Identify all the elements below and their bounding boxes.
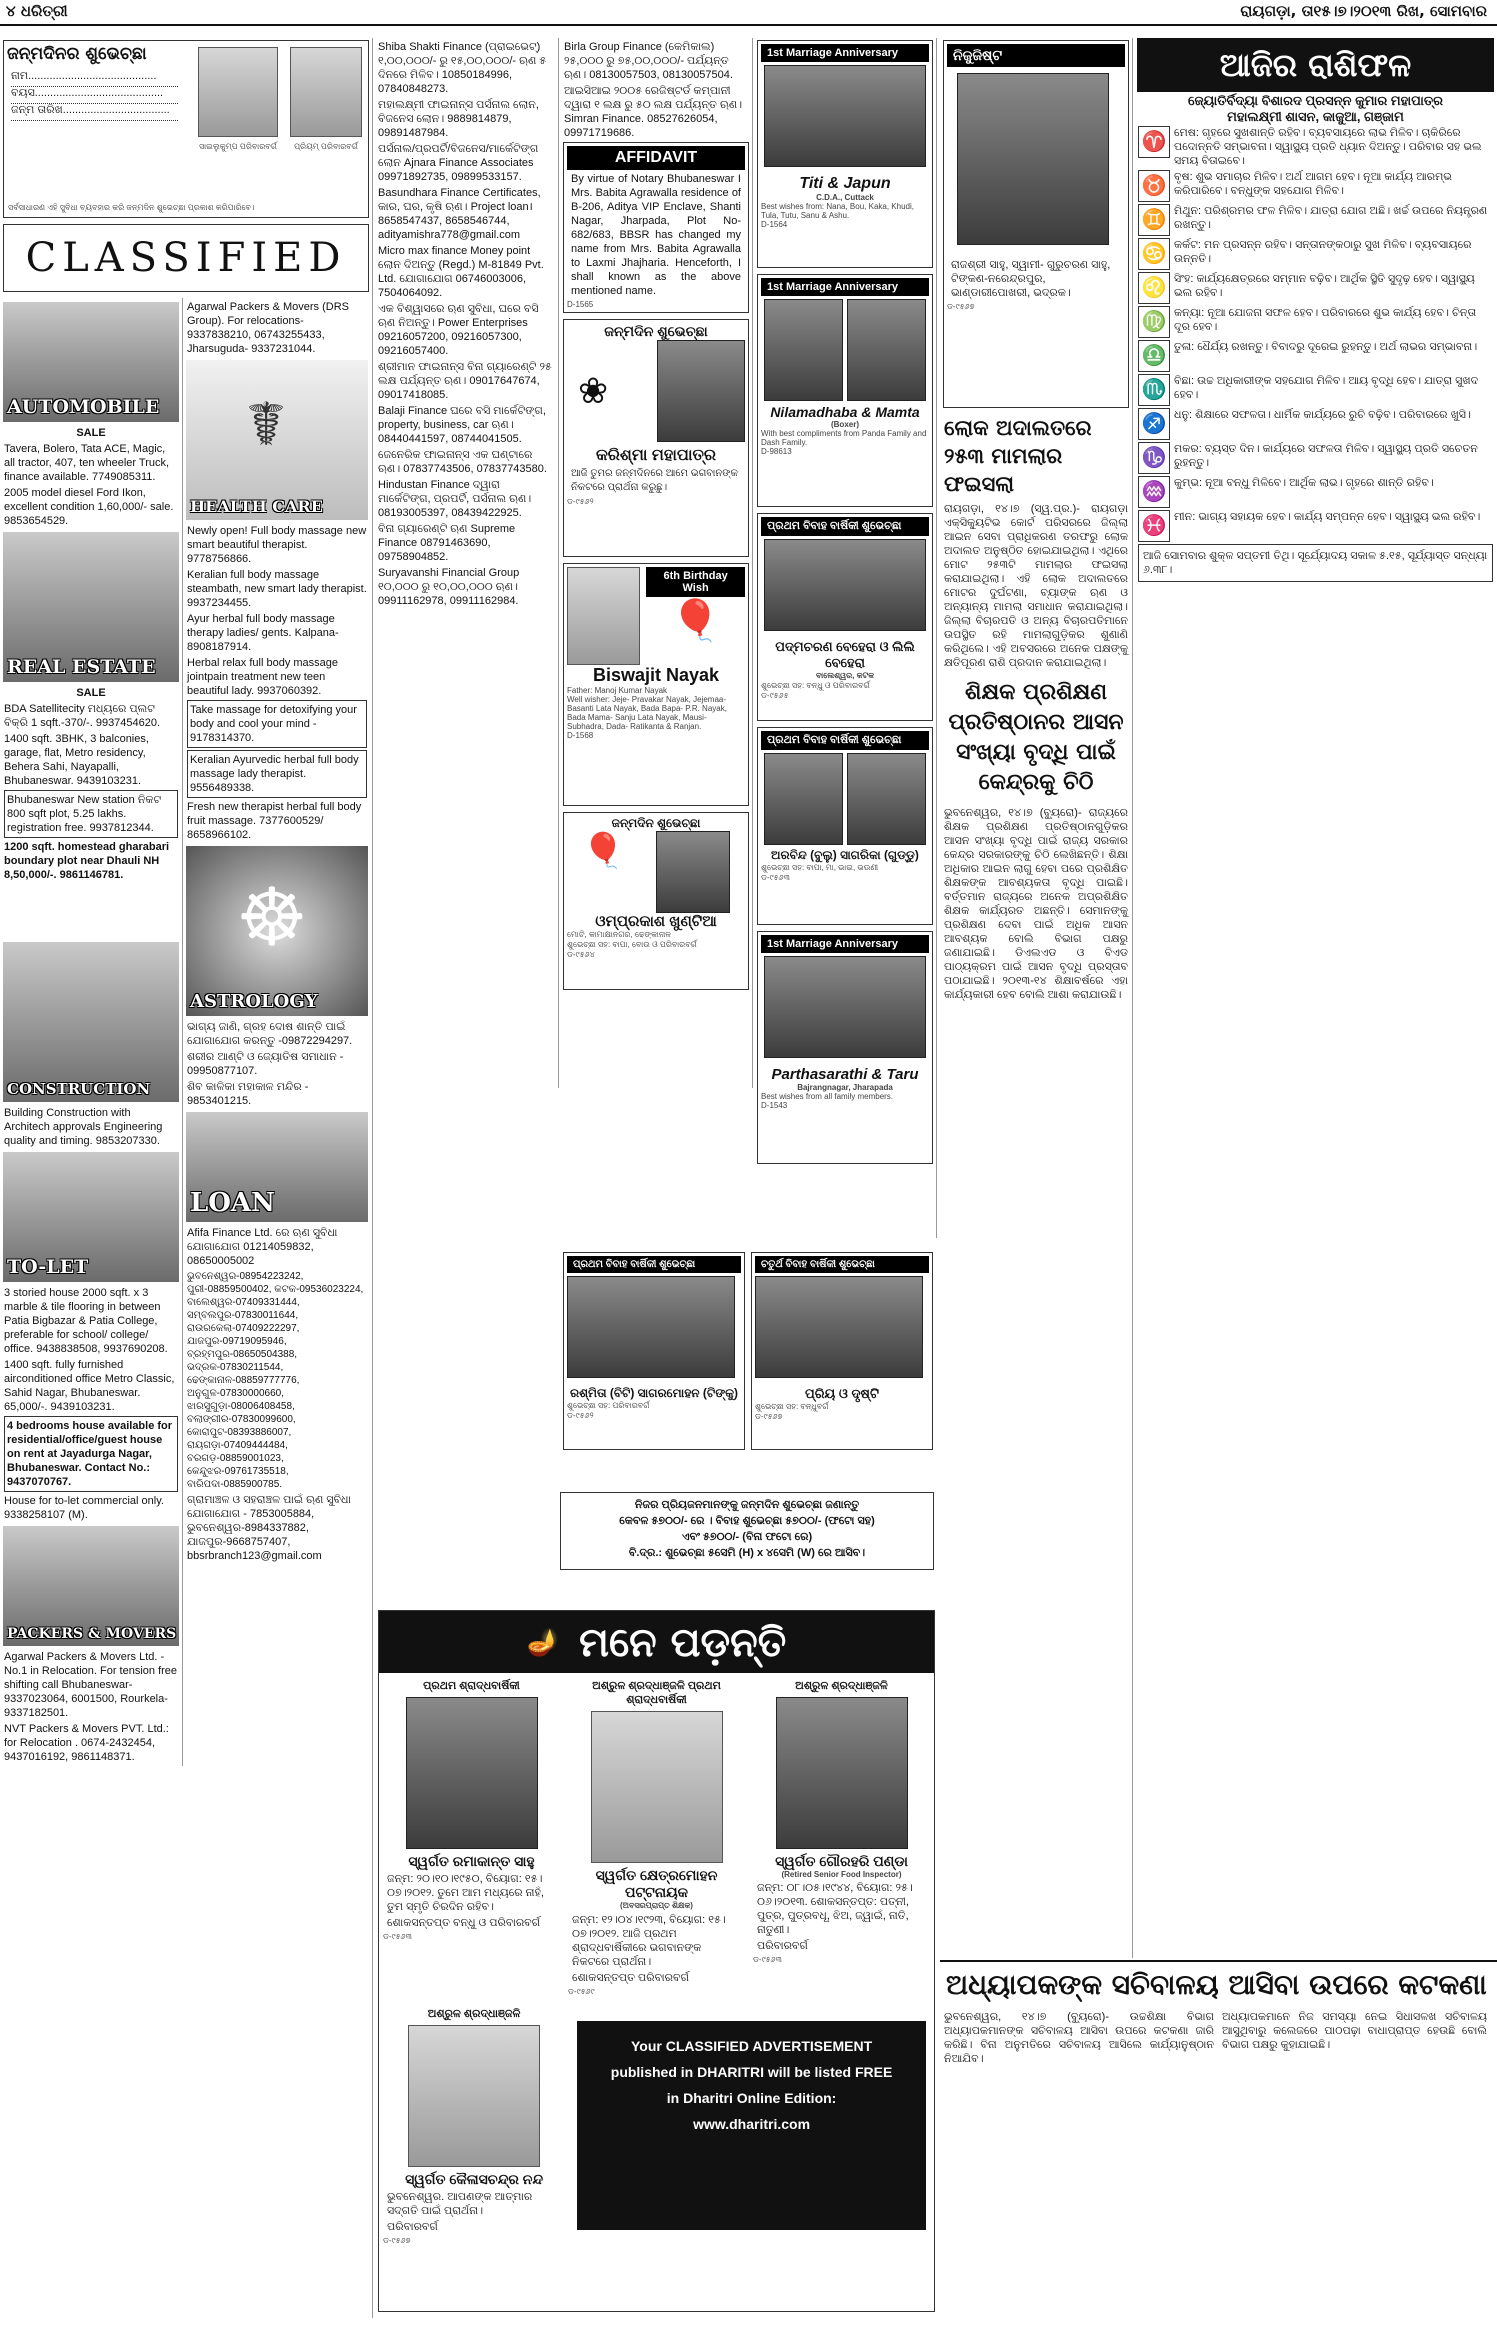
child-caption-1: ସାଇଲୁକୁମ୍ପ ପରିବାରବର୍ଗ	[199, 142, 277, 151]
ann3-wish: ଶୁଭେଚ୍ଛା ସହ: ବନ୍ଧୁ ଓ ପରିବାରବର୍ଗ	[761, 681, 870, 690]
cancer-icon: ♋	[1138, 238, 1170, 270]
remembrance-item-4	[379, 2001, 569, 2250]
column-anniversaries	[754, 38, 937, 1238]
health-ad-6: Keralian Ayurvedic herbal full body massage lady therapist. 9556489338.	[187, 750, 367, 798]
aquarius-icon: ♒	[1138, 476, 1170, 508]
greeting-title: ଜନ୍ମଦିନ ଶୁଭେଚ୍ଛା	[604, 323, 708, 339]
lamp-icon: 🪔	[526, 1626, 560, 1657]
child-photo-1	[198, 47, 278, 137]
biswajit-photo	[567, 567, 640, 665]
flower-icon: ❀	[578, 370, 609, 411]
rashi-simha	[1138, 272, 1493, 304]
biswajit-name: Biswajit Nayak	[592, 665, 720, 685]
birthday-note: ସର୍ବସାଧାରଣ ଏହି ସୁବିଧା ବ୍ୟବହାର କରି ଜନ୍ମଦିନ ଶୁଭେଚ୍ଛା ପ୍ରକାଶ କରିପାରିବେ।	[8, 203, 255, 212]
ann4-wish: ଶୁଭେଚ୍ଛା ସହ: ବାପା, ମା, ଭାଇ, ଭଉଣୀ	[761, 863, 879, 872]
affidavit-box	[563, 142, 749, 313]
health-care-label: HEALTH CARE	[190, 497, 323, 516]
finance-ad-2: ମହାଲକ୍ଷ୍ମୀ ଫାଇନାନ୍ସ ପର୍ସନାଲ ଲୋନ, ବିଜନେସ ଲୋନ। 9889814879, 09891487984.	[378, 99, 539, 139]
packers-image	[3, 1526, 179, 1646]
mamta-photo	[847, 299, 926, 401]
ann5-title: 1st Marriage Anniversary	[761, 935, 929, 953]
astrology-ad-2: ଶରୀର ଆଣ୍ଟି ଓ ଜ୍ୟୋତିଷ ସମାଧାନ - 09950877107.	[187, 1051, 344, 1077]
affidavit-title: AFFIDAVIT	[567, 146, 745, 170]
loan-ad-3: ଗ୍ରାମାଞ୍ଚଳ ଓ ସହରାଞ୍ଚଳ ପାଇଁ ଋଣ ସୁବିଧା ଯୋଗାଯୋଗ - 7853005884, ଭୁବନେଶ୍ୱର-8984337882, ଯାଜପୁର-9668757407, bbsrbranch123@gmail.com	[187, 1494, 351, 1562]
rem2-code: ଡ-୯୫୬୯	[568, 1987, 595, 1996]
ann5-wish: Best wishes from all family members.	[761, 1092, 894, 1101]
ann4-names: ଅରବିନ୍ଦ (ବୁଲୁ) ସାଗରିକା (ଗୁଡ୍ଡୁ)	[771, 848, 919, 862]
news3-body-left: ଭୁବନେଶ୍ୱର, ୧୪।୭ (ବ୍ୟୁରୋ)- ଉଚ୍ଚଶିକ୍ଷା ବିଭାଗ ଅଧ୍ୟାପକମାନଙ୍କ ସଚିବାଳୟ ଆସିବା ଉପରେ କଟକଣା ଜାରି କରିଛି। ବିନା ଅନୁମତିରେ ସଚିବାଳୟ ଆସିଲେ କାର୍ଯ୍ୟାନୁଷ୍ଠାନ ନିଆଯିବ।	[944, 2011, 1214, 2065]
page-number-label: ୪ ଧରିତ୍ରୀ	[6, 2, 68, 20]
omprakash-title: ଜନ୍ମଦିନ ଶୁଭେଚ୍ଛା	[611, 816, 701, 830]
name-field: ନାମ..........................................	[11, 70, 178, 87]
anniversary-row	[560, 1250, 936, 1460]
rashifal-title: ଆଜିର ରାଶିଫଳ	[1219, 45, 1412, 84]
classified-title: CLASSIFIED	[25, 235, 347, 281]
remembrance-item-1	[379, 1673, 564, 2001]
obituary-box	[943, 40, 1129, 408]
remembrance-banner	[379, 1611, 934, 1673]
aries-icon: ♈	[1138, 126, 1170, 158]
finance-ad-6: ଏକ ବିଶ୍ୱାସରେ ଋଣ ସୁବିଧା, ଘରେ ବସି ଋଣ ନିଅନ୍ତୁ। Power Enterprises 09216057200, 09216057300, 09216057400.	[378, 303, 539, 357]
packers-label: PACKERS & MOVERS	[7, 1626, 177, 1642]
rashi-text: କୁମ୍ଭ: ନୂଆ ବନ୍ଧୁ ମିଳିବେ। ଆର୍ଥିକ ଲାଭ। ଗୃହରେ ଶାନ୍ତି ରହିବ।	[1174, 477, 1434, 489]
rashi-text: ବୃଷ: ଶୁଭ ସମାଚାର ମିଳିବ। ଅର୍ଥ ଆଗମ ହେବ। ନୂଆ କାର୍ଯ୍ୟ ଆରମ୍ଭ କରିପାରିବେ। ବନ୍ଧୁଙ୍କ ସହଯୋଗ ମିଳିବ।	[1174, 171, 1452, 197]
affidavit-text: By virtue of Notary Bhubaneswar I Mrs. Babita Agrawalla residence of B-206, Aditya VIP Enclave, Shanti Nagar, Jharpada, Plot No- 682/683, BBSR has changed my name from Mrs. Babita Agrawalla to Laxmi Jhajharia. Henceforth, I shall known as the above mentioned name.	[571, 173, 741, 297]
rem2-sign: ଶୋକସନ୍ତପ୍ତ ପରିବାରବର୍ଗ	[572, 1972, 689, 1984]
astrology-ad-3: ଶିବ କାଳିକା ମହାକାଳ ମନ୍ଦିର - 9853401215.	[187, 1081, 309, 1107]
health-ad-2: Keralian full body massage steambath, new smart lady therapist. 9937234455.	[187, 569, 367, 609]
health-ad-1: Newly open! Full body massage new smart beautiful therapist. 9778756866.	[187, 525, 367, 565]
promo-url[interactable]: www.dharitri.com	[693, 2116, 811, 2132]
karishma-photo	[657, 340, 745, 442]
rashifal-byline-1: ଜ୍ୟୋତିର୍ବିଦ୍ୟା ବିଶାରଦ ପ୍ରସନ୍ନ କୁମାର ମହାପାତ୍ର	[1188, 93, 1443, 108]
construction-image	[3, 942, 179, 1102]
ann3-names: ପଦ୍ମଚରଣ ବେହେରା ଓ ଲିଲି ବେହେରା	[775, 639, 915, 670]
ann2-names: Nilamadhaba & Mamta	[770, 404, 920, 420]
obituary-code: ଡ-୯୫୬୭	[947, 302, 975, 311]
rashi-text: କନ୍ୟା: ନୂଆ ଯୋଜନା ସଫଳ ହେବ। ପରିବାରରେ ଶୁଭ କାର୍ଯ୍ୟ ହେବ। ଚିନ୍ତା ଦୂର ହେବ।	[1174, 307, 1477, 333]
page-header	[0, 0, 1497, 26]
rashi-brusha	[1138, 170, 1493, 202]
ann6-title: ପ୍ରଥମ ବିବାହ ବାର୍ଷିକୀ ଶୁଭେଚ୍ଛା	[567, 1256, 741, 1273]
column-news	[940, 38, 1133, 1958]
health-ad-3: Ayur herbal full body massage therapy ladies/ gents. Kalpana- 8908187914.	[187, 613, 339, 653]
ann2-wish: With best compliments from Panda Family and Dash Family.	[761, 429, 927, 447]
anniversary-titi-japun	[757, 40, 933, 268]
ann3-title: ପ୍ରଥମ ବିବାହ ବାର୍ଷିକୀ ଶୁଭେଚ୍ଛା	[761, 517, 929, 536]
anniversary-priya	[751, 1252, 933, 1450]
tolet-ad-2: 1400 sqft. fully furnished airconditioned office Metro Classic, Sahid Nagar, Bhubaneswar. 65,000/-. 9439103231.	[4, 1359, 175, 1413]
ann5-place: Bajrangnagar, Jharapada	[797, 1083, 893, 1092]
rashmita-photo	[567, 1276, 735, 1378]
ann3-code: ଡ-୯୫୬୫	[761, 691, 789, 700]
news1-headline: ଲୋକ ଅଦାଲତରେ ୨୫୩ ମାମଲାର ଫଇସଲା	[944, 416, 1092, 496]
biswajit-wish: Well wisher: Jeje- Pravakar Nayak, Jejemaa- Basanti Lata Nayak, Bada Bapa- P.R. Nayak, Bada Mama- Sanju Lata Nayak, Mausi- Subhadra, Dada- Ratikanta & Ranjan.	[567, 695, 727, 731]
rashi-text: ମିଥୁନ: ପରିଶ୍ରମର ଫଳ ମିଳିବ। ଯାତ୍ରା ଯୋଗ ଅଛି। ଖର୍ଚ୍ଚ ଉପରେ ନିୟନ୍ତ୍ରଣ ରଖନ୍ତୁ।	[1174, 205, 1488, 231]
remembrance-title: ମନେ ପଡ଼ନ୍ତି	[579, 1618, 787, 1666]
classified-banner	[3, 224, 369, 292]
finance-ad-12: Suryavanshi Financial Group ୧୦,୦୦୦ ରୁ ୧୦,୦୦,୦୦୦ ଋଣ। 09911162978, 09911162984.	[378, 567, 520, 607]
titi-japun-photo	[764, 65, 926, 167]
rem1-text: ଜନ୍ମ: ୨୦।୧୦।୧୯୫୦, ବିୟୋଗ: ୧୫।୦୭।୨୦୧୨. ତୁମେ ଆମ ମଧ୍ୟରେ ନାହଁ, ତୁମ ସ୍ମୃତି ଚିରଦିନ ରହିବ।	[387, 1873, 544, 1913]
rem3-photo	[776, 1697, 908, 1849]
anniversary-nilamadhaba-mamta	[757, 274, 933, 507]
rashi-tula	[1138, 340, 1493, 372]
ann3-place: ବାଲେଶ୍ୱର, କଟକ	[815, 671, 875, 680]
column-classified-1	[0, 38, 373, 2318]
ann2-code: D-98613	[761, 447, 792, 456]
rem2-label: ଅଶ୍ରୁଳ ଶ୍ରଦ୍ଧାଞ୍ଜଳି ପ୍ରଥମ ଶ୍ରାଦ୍ଧବାର୍ଷିକୀ	[592, 1680, 721, 1706]
rem2-sub: (ଅବସରପ୍ରାପ୍ତ ଶିକ୍ଷକ)	[620, 1901, 693, 1910]
rashi-mina	[1138, 510, 1493, 542]
greeting-text: ଆଜି ତୁମର ଜନ୍ମଦିନରେ ଆମେ ଭଗବାନଙ୍କ ନିକଟରେ ପ୍ରାର୍ଥନା କରୁଛୁ।	[571, 468, 738, 493]
capricorn-icon: ♑	[1138, 442, 1170, 474]
pisces-icon: ♓	[1138, 510, 1170, 542]
ann2-title: 1st Marriage Anniversary	[761, 278, 929, 296]
rashi-text: ମକର: ବ୍ୟସ୍ତ ଦିନ। କାର୍ଯ୍ୟରେ ସଫଳତା ମିଳିବ। ସ୍ୱାସ୍ଥ୍ୟ ପ୍ରତି ସଚେତନ ରୁହନ୍ତୁ।	[1174, 443, 1478, 469]
date-line: ରାୟଗଡ଼ା, ତା୧୫।୭।୨୦୧୩ ରିଖ, ସୋମବାର	[1240, 2, 1487, 20]
rashifal-byline-2: ମହାଲକ୍ଷ୍ମୀ ଶାସନ, କାଜୁଆ, ଗଞ୍ଜାମ	[1227, 109, 1404, 124]
construction-label: CONSTRUCTION	[7, 1080, 151, 1098]
rem1-name: ସ୍ୱର୍ଗତ ରମାକାନ୍ତ ସାହୁ	[408, 1853, 535, 1869]
ann5-names: Parthasarathi & Taru	[771, 1066, 919, 1083]
rashifal-section	[1134, 38, 1497, 1958]
rashi-kanya	[1138, 306, 1493, 338]
ann6-wish: ଶୁଭେଚ୍ଛା ସହ: ପରିବାରବର୍ଗ	[567, 1401, 650, 1410]
astrology-label: ASTROLOGY	[190, 991, 318, 1012]
ann7-code: ଡ-୯୫୬୭	[755, 1412, 783, 1421]
rem4-label: ଅଶ୍ରୁଳ ଶ୍ରଦ୍ଧାଞ୍ଜଳି	[427, 2008, 521, 2020]
birthday-greeting-karishma	[563, 319, 749, 557]
estate-ad-4: 1200 sqft. homestead gharabari boundary plot near Dhauli NH 8,50,000/-. 9861146781.	[4, 841, 170, 881]
rem3-name: ସ୍ୱର୍ଗତ ଗୌରହରି ପଣ୍ଡା	[775, 1853, 908, 1869]
tolet-ad-4: House for to-let commercial only. 9338258107 (M).	[4, 1495, 164, 1521]
rashi-text: ତୁଳା: ଧୈର୍ଯ୍ୟ ରଖନ୍ତୁ। ବିବାଦରୁ ଦୂରେଇ ରୁହନ୍ତୁ। ଅର୍ଥ ଲାଭର ସମ୍ଭାବନା।	[1174, 341, 1478, 353]
sale-label-2: SALE	[76, 687, 106, 699]
rem4-photo	[408, 2025, 540, 2167]
ann1-code: D-1564	[761, 220, 788, 229]
ann1-title: 1st Marriage Anniversary	[761, 44, 929, 62]
anniversary-arabinda	[757, 727, 933, 925]
ann2-suffix: (Boxer)	[830, 420, 859, 429]
loan-ad-1: Afifa Finance Ltd. ରେ ଋଣ ସୁବିଧା ଯୋଗାଯୋଗ 01214059832, 08650005002	[187, 1227, 338, 1267]
dob-field: ଜନ୍ମ ତାରିଖ...................................	[11, 104, 178, 121]
rashi-mithuna	[1138, 204, 1493, 236]
rates-line-3: ଏବଂ ୫୭୦୦/- (ବିନା ଫଟୋ ରେ)	[681, 1531, 813, 1543]
anniversary-parthasarathi	[757, 931, 933, 1164]
birthday-greeting-biswajit	[563, 563, 749, 806]
packers-ad-1: Agarwal Packers & Movers Ltd. - No.1 in Relocation. For tension free shifting call Bhubaneswar- 9337023064, 6001500, Rourkela- 9337182501.	[4, 1651, 178, 1719]
news2-body: ଭୁବନେଶ୍ୱର, ୧୪।୭ (ବ୍ୟୁରୋ)- ରାଜ୍ୟରେ ଶିକ୍ଷକ ପ୍ରଶିକ୍ଷଣ ପ୍ରତିଷ୍ଠାନଗୁଡ଼ିକର ଆସନ ସଂଖ୍ୟା ବୃଦ୍ଧି ପାଇଁ ରାଜ୍ୟ ସରକାର କେନ୍ଦ୍ର ସରକାରଙ୍କୁ ଚିଠି ଲେଖିଛନ୍ତି। ଶିକ୍ଷା ଅଧିକାର ଆଇନ ଲାଗୁ ହେବା ପରେ ପ୍ରଶିକ୍ଷିତ ଶିକ୍ଷକଙ୍କ ଆବଶ୍ୟକତା ବୃଦ୍ଧି ପାଇଛି। ବର୍ତ୍ତମାନ ରାଜ୍ୟରେ ଅନେକ ଅପ୍ରଶିକ୍ଷିତ ଶିକ୍ଷକ କାର୍ଯ୍ୟରତ ଅଛନ୍ତି। ସେମାନଙ୍କୁ ପ୍ରଶିକ୍ଷଣ ଦେବା ପାଇଁ ଅଧିକ ଆସନ ଆବଶ୍ୟକ ବୋଲି ବିଭାଗ ପକ୍ଷରୁ ଜଣାଯାଇଛି। ଡିଏଲଏଡ ଓ ବିଏଡ ପାଠ୍ୟକ୍ରମ ପାଇଁ ଆସନ ବୃଦ୍ଧି ପ୍ରସ୍ତାବ ପଠାଯାଇଛି। ୨୦୧୩-୧୪ ଶିକ୍ଷାବର୍ଷରେ ଏହା କାର୍ଯ୍ୟକାରୀ ହେବ ବୋଲି ଆଶା କରାଯାଉଛି।	[944, 807, 1128, 1001]
omprakash-place: ମୋଚି, କାମାକ୍ଷାନଗର, ଢେଙ୍କାନାଳ	[567, 930, 672, 939]
rem3-label: ଅଶ୍ରୁଳ ଶ୍ରଦ୍ଧାଞ୍ଜଳି	[795, 1680, 888, 1692]
virgo-icon: ♍	[1138, 306, 1170, 338]
ann6-names: ରଶ୍ମିତା (ବିଟି) ସାଗରମୋହନ (ଟିଙ୍କୁ)	[569, 1386, 738, 1400]
column-affidavit	[560, 38, 753, 1088]
rashifal-footer: ଆଜି ସୋମବାର ଶୁକ୍ଳ ସପ୍ତମୀ ତିଥି। ସୂର୍ଯ୍ୟୋଦୟ ସକାଳ ୫.୧୫, ସୂର୍ଯ୍ୟାସ୍ତ ସନ୍ଧ୍ୟା ୬.୩୮।	[1138, 544, 1493, 582]
tolet-ad-1: 3 storied house 2000 sqft. x 3 marble & tile flooring in between Patia Bigbazar & Patia College, preferable for school/ college/ office. 9438838508, 9937690208.	[4, 1287, 168, 1355]
rashi-text: ମେଷ: ଗୃହରେ ସୁଖଶାନ୍ତି ରହିବ। ବ୍ୟବସାୟରେ ଲାଭ ମିଳିବ। ଚାକିରିରେ ପଦୋନ୍ନତି ସମ୍ଭାବନା। ସ୍ୱାସ୍ଥ୍ୟ ପ୍ରତି ଧ୍ୟାନ ଦିଅନ୍ତୁ। ପରିବାର ସହ ଭଲ ସମୟ ବିତାଇବେ।	[1174, 127, 1482, 167]
rem3-sign: ପରିବାରବର୍ଗ	[757, 1940, 808, 1952]
birthday-greeting-omprakash	[563, 812, 749, 990]
ann7-names: ପ୍ରିୟ ଓ ଦୃଷ୍ଟି	[804, 1386, 880, 1401]
zodiac-wheel-icon: ☸	[236, 873, 308, 962]
rashi-text: ସିଂହ: କାର୍ଯ୍ୟକ୍ଷେତ୍ରରେ ସମ୍ମାନ ବଢ଼ିବ। ଆର୍ଥିକ ସ୍ଥିତି ସୁଦୃଢ଼ ହେବ। ସ୍ୱାସ୍ଥ୍ୟ ଭଲ ରହିବ।	[1174, 273, 1475, 299]
column-finance	[374, 38, 559, 1088]
leo-icon: ♌	[1138, 272, 1170, 304]
automobile-label: AUTOMOBILE	[7, 396, 160, 418]
omprakash-wish: ଶୁଭେଚ୍ଛା ସହ: ବାପା, ବୋଉ ଓ ପରିବାରବର୍ଗ	[567, 940, 697, 949]
rashi-kumbha	[1138, 476, 1493, 508]
rashifal-banner	[1137, 38, 1494, 92]
balloons-icon-2: 🎈	[582, 832, 625, 870]
biswajit-code: D-1568	[567, 731, 594, 740]
news2-headline: ଶିକ୍ଷକ ପ୍ରଶିକ୍ଷଣ ପ୍ରତିଷ୍ଠାନର ଆସନ ସଂଖ୍ୟା ବୃଦ୍ଧି ପାଇଁ କେନ୍ଦ୍ରକୁ ଚିଠି	[948, 680, 1124, 795]
rashi-bichha	[1138, 374, 1493, 406]
finance-ad-1: Shiba Shakti Finance (ପ୍ରାଇଭେଟ୍) ୧,୦୦,୦୦୦/- ରୁ ୧୫,୦୦,୦୦୦/- ଋଣ ୫ ଦିନରେ ମିଳିବ। 10850184996, 07840848273.	[378, 41, 547, 95]
affidavit-code: D-1565	[567, 300, 594, 309]
rashi-karkata	[1138, 238, 1493, 270]
obituary-text: ରାଜଶ୍ରୀ ସାହୁ, ସ୍ୱାମୀ- ଗୁରୁଚରଣ ସାହୁ, ଟିଙ୍କଣ-ନରେନ୍ଦ୍ରପୁର, ଭାଣ୍ଡାରୀପୋଖରୀ, ଭଦ୍ରକ।	[951, 259, 1111, 299]
col2-top-ad: Agarwal Packers & Movers (DRS Group). For relocations- 9337838210, 06743255433, Jharsuguda- 9337231044.	[187, 301, 349, 355]
page-footer-strip	[0, 2318, 1497, 2334]
ann5-code: D-1543	[761, 1101, 788, 1110]
loan-ad-2: ଭୁବନେଶ୍ୱର-08954223242, ପୁରୀ-08859500402, କଟକ-09536023224, ବାଲେଶ୍ୱର-07409331444, ସମ୍ବଲପୁର-07830011644, ରାଉରକେଲା-07409222297, ଯାଜପୁର-09719095946, ବ୍ରହ୍ମପୁର-08650504388, ଭଦ୍ରକ-07830211544, ଢେଙ୍କାନାଳ-08859777776, ଅନୁଗୁଳ-07830000660, ଝାରସୁଗୁଡ଼ା-08006408458, ବଲାଙ୍ଗୀର-07830099600, କୋରାପୁଟ-08393886007, ରାୟଗଡ଼ା-07409444484, ବରଗଡ଼-08859001023, କେନ୍ଦୁଝର-09761735518, ବାରିପଦା-0885900785.	[187, 1271, 364, 1490]
sale-label-1: SALE	[76, 427, 106, 439]
loan-label: LOAN	[190, 1188, 275, 1218]
obituary-title: ନିଜୁଜିଷ୍ଟ	[947, 44, 1125, 67]
health-care-image	[186, 360, 368, 520]
taurus-icon: ♉	[1138, 170, 1170, 202]
rashi-dhanu	[1138, 408, 1493, 440]
astrology-image	[186, 846, 368, 1016]
estate-ad-3: Bhubaneswar New station ନିକଟ 800 sqft plot, 5.25 lakhs. registration free. 9937812344.	[4, 790, 178, 838]
loan-image	[186, 1112, 368, 1222]
libra-icon: ♎	[1138, 340, 1170, 372]
packers-ad-2: NVT Packers & Movers PVT. Ltd.: for Relocation . 0674-2432454, 9437016192, 9861148371.	[4, 1723, 169, 1763]
obituary-photo	[957, 73, 1109, 245]
omprakash-code: ଡ-୯୫୬୪	[567, 950, 595, 959]
health-ad-7: Fresh new therapist herbal full body fruit massage. 7377600529/ 8658966102.	[187, 801, 362, 841]
promo-line-2: published in DHARITRI will be listed FREE	[610, 2064, 893, 2080]
classified-promo	[577, 2021, 926, 2230]
promo-line-1: Your CLASSIFIED ADVERTISEMENT	[631, 2038, 873, 2054]
rem2-name: ସ୍ୱର୍ଗତ କ୍ଷେତ୍ରମୋହନ ପଟ୍ଟନାୟକ	[595, 1867, 718, 1900]
padmacharan-photo	[764, 539, 926, 631]
child-caption-2: ପ୍ରିୟମ୍ ପରିବାରବର୍ଗ	[294, 142, 358, 151]
auto-ad-1: Tavera, Bolero, Tata ACE, Magic, all tractor, 407, ten wheeler Truck, finance available. 7749085311.	[4, 443, 170, 483]
rashi-mesha	[1138, 126, 1493, 168]
real-estate-image	[3, 532, 179, 682]
remembrance-section	[378, 1610, 935, 2312]
rem1-photo	[406, 1697, 538, 1849]
news1-body: ରାୟଗଡ଼ା, ୧୪।୭ (ସ୍ୱ.ପ୍ର.)- ରାୟଗଡ଼ା ଏକ୍ସିକ୍ୟୁଟିଭ କୋର୍ଟ ପରିସରରେ ଜିଲ୍ଲା ଆଇନ ସେବା ପ୍ରାଧିକରଣ ତରଫରୁ ଲୋକ ଅଦାଲତ ଅନୁଷ୍ଠିତ ହୋଇଯାଇଥିଲା। ଏଥିରେ ମୋଟ ୨୫୩ଟି ମାମଲାର ଫଇସଲା କରାଯାଇଥିଲା। ଏହି ଲୋକ ଅଦାଲତରେ ମୋଟର ଦୁର୍ଘଟଣା, ବ୍ୟାଙ୍କ ଋଣ ଓ ଅନ୍ୟାନ୍ୟ ମାମଲା ସମାଧାନ କରାଯାଇଥିଲା। ଜିଲ୍ଲା ବିଚାରପତି ଓ ଅନ୍ୟ ବିଚାରପତିମାନେ ଉପସ୍ଥିତ ରହି ମାମଲାଗୁଡ଼ିକର ଶୁଣାଣି କରିଥିଲେ। ଏହି ଅବସରରେ ଅନେକ ପକ୍ଷଙ୍କୁ କ୍ଷତିପୂରଣ ରାଶି ପ୍ରଦାନ କରାଯାଇଥିଲା।	[944, 503, 1128, 669]
gemini-icon: ♊	[1138, 204, 1170, 236]
rem4-text: ଭୁବନେଶ୍ୱର. ଆପଣଙ୍କ ଆତ୍ମାର ସଦ୍‌ଗତି ପାଇଁ ପ୍ରାର୍ଥନା।	[387, 2191, 533, 2217]
rem2-photo	[591, 1711, 723, 1863]
finance-ad-9: ଜେନେରିକ ଫାଇନାନ୍ସ ଏକ ଘଣ୍ଟାରେ ଋଣ। 07837743506, 07837743580.	[378, 449, 547, 475]
automobile-image	[3, 302, 179, 422]
rem1-sign: ଶୋକସନ୍ତପ୍ତ ବନ୍ଧୁ ଓ ପରିବାରବର୍ଗ	[387, 1917, 541, 1929]
nilamadhaba-photo	[764, 299, 843, 401]
finance-ad-7: ଶ୍ରୀମାନ ଫାଇନାନ୍ସ ବିନା ଗ୍ୟାରେଣ୍ଟି ୨୫ ଲକ୍ଷ ପର୍ଯ୍ୟନ୍ତ ଋଣ। 09017647674, 09017418085.	[378, 361, 552, 401]
news3-headline: ଅଧ୍ୟାପକଙ୍କ ସଚିବାଳୟ ଆସିବା ଉପରେ କଟକଣା	[946, 1968, 1487, 2001]
finance-ad-10: Hindustan Finance ଦ୍ୱାରା ମାର୍କେଟିଙ୍ଗ, ପ୍ରପର୍ଟି, ପର୍ସନାଲ ଋଣ। 08193005397, 08439422925.	[378, 479, 532, 519]
health-ad-4: Herbal relax full body massage jointpain treatment new teen beautiful lady. 9937060392.	[187, 657, 339, 697]
rates-line-4: ବି.ଦ୍ର.: ଶୁଭେଚ୍ଛା ୫ସେମି (H) x ୪ସେମି (W) ରେ ଆସିବ।	[628, 1547, 866, 1559]
rem3-sub: (Retired Senior Food Inspector)	[781, 1870, 902, 1879]
stethoscope-icon: ☤	[246, 391, 287, 458]
construction-ad-1: Building Construction with Architech approvals Engineering quality and timing. 9853207330.	[4, 1107, 163, 1147]
estate-ad-1: BDA Satellitecity ମଧ୍ୟରେ ପ୍ଲଟ ବିକ୍ରି 1 sqft.-370/-. 9937454620.	[4, 703, 161, 729]
rem4-name: ସ୍ୱର୍ଗତ କୈଳାସଚନ୍ଦ୍ର ନନ୍ଦ	[405, 2171, 544, 2187]
finance-ad-3: ପର୍ସନାଲ/ପ୍ରପର୍ଟି/ବିଜନେସ/ମାର୍କେଟିଙ୍ଗ ଲୋନ Ajnara Finance Associates 09971892735, 09899533157.	[378, 143, 539, 183]
rem3-text: ଜନ୍ମ: ୦୮।୦୫।୧୯୪୪, ବିୟୋଗ: ୨୫।୦୬।୨୦୧୩. ଶୋକସନ୍ତପ୍ତ: ପତ୍ନୀ, ପୁତ୍ର, ପୁତ୍ରବଧୂ, ଝିଅ, ଜ୍ୱାଇଁ, ନାତି, ନାତୁଣୀ।	[757, 1882, 913, 1936]
greeting-code: ଡ-୯୫୬୨	[567, 497, 594, 506]
ann6-code: ଡ-୯୫୬୨	[567, 1411, 594, 1420]
rashi-text: ମୀନ: ଭାଗ୍ୟ ସହାୟକ ହେବ। କାର୍ଯ୍ୟ ସମ୍ପନ୍ନ ହେବ। ସ୍ୱାସ୍ଥ୍ୟ ଭଲ ରହିବ।	[1174, 511, 1481, 523]
birthday-wish-title: 6th Birthday Wish	[646, 567, 745, 597]
rashi-text: ବିଛା: ଉଚ୍ଚ ଅଧିକାରୀଙ୍କ ସହଯୋଗ ମିଳିବ। ଆୟ ବୃଦ୍ଧି ହେବ। ଯାତ୍ରା ସୁଖଦ ହେବ।	[1174, 375, 1479, 401]
estate-ad-2: 1400 sqft. 3BHK, 3 balconies, garage, flat, Metro residency, Behera Sahi, Nayapalli, Bhubaneswar. 9439103231.	[4, 733, 149, 787]
finance-ad-8: Balaji Finance ଘରେ ବସି ମାର୍କେଟିଙ୍ଗ, property, business, car ଋଣ। 08440441597, 08744041505.	[378, 405, 546, 445]
anniversary-rashmita	[563, 1252, 745, 1450]
rashi-text: କର୍କଟ: ମନ ପ୍ରସନ୍ନ ରହିବ। ସନ୍ତାନଙ୍କଠାରୁ ସୁଖ ମିଳିବ। ବ୍ୟବସାୟରେ ଉନ୍ନତି।	[1174, 239, 1472, 265]
balloons-icon: 🎈	[670, 599, 721, 643]
promo-line-3: in Dharitri Online Edition:	[666, 2090, 837, 2106]
rem2-text: ଜନ୍ମ: ୧୨।୦୪।୧୯୨୩, ବିୟୋଗ: ୧୫।୦୭।୨୦୧୨. ଆଜି ପ୍ରଥମ ଶ୍ରାଦ୍ଧବାର୍ଷିକୀରେ ଭଗବାନଙ୍କ ନିକଟରେ ପ୍ରାର୍ଥନା।	[572, 1914, 726, 1968]
omprakash-photo	[656, 831, 730, 913]
col3-top-ad: Birla Group Finance (କେମିକାଲ) ୨୫,୦୦୦ ରୁ ୭୫,୦୦,୦୦୦/- ପର୍ଯ୍ୟନ୍ତ ଋଣ। 08130057503, 08130057504.	[564, 41, 733, 81]
col3-ad-2: ଆଇସିଆଇ ୨୦୦୫ ରେଜିଷ୍ଟର୍ଡ କମ୍ପାନୀ ଦ୍ୱାରା ୧ ଲକ୍ଷ ରୁ ୫୦ ଲକ୍ଷ ପର୍ଯ୍ୟନ୍ତ ଋଣ। Simran Finance. 08527626054, 09971719686.	[564, 85, 743, 139]
finance-ad-11: ବିନା ଗ୍ୟାରେଣ୍ଟି ଋଣ Supreme Finance 08791463690, 09758904852.	[378, 523, 516, 563]
real-estate-label: REAL ESTATE	[7, 656, 156, 678]
finance-ad-5: Micro max finance Money point ଲୋନ ଦିଅନ୍ତୁ (Regd.) M-81849 Pvt. Ltd. ଯୋଗାଯୋଗ 06746003006, 7504064092.	[378, 245, 544, 299]
rem4-sign: ପରିବାରବର୍ଗ	[387, 2221, 438, 2233]
arabinda-photo	[764, 753, 843, 845]
ann1-names: Titi & Japun	[799, 175, 891, 192]
health-ad-5: Take massage for detoxifying your body and cool your mind - 9178314370.	[187, 700, 367, 748]
rashi-makara	[1138, 442, 1493, 474]
age-field: ବୟସ..........................................	[11, 87, 178, 104]
astrology-ad-1: ଭାଗ୍ୟ ଜାଣି, ଗ୍ରହ ଦୋଷ ଶାନ୍ତି ପାଇଁ ଯୋଗାଯୋଗ କରନ୍ତୁ -09872294297.	[187, 1021, 353, 1047]
rem3-code: ଡ-୯୫୬୩	[753, 1955, 782, 1964]
auto-ad-2: 2005 model diesel Ford Ikon, excellent condition 1,60,000/- sale. 9853654529.	[4, 487, 174, 527]
rem4-code: ଡ-୯୫୬୭	[383, 2236, 411, 2245]
child-photo-2	[290, 47, 362, 137]
remembrance-item-3	[749, 1673, 934, 2001]
to-let-label: TO-LET	[7, 1256, 89, 1278]
ann1-wish: Best wishes from: Nana, Bou, Kaka, Khudi, Tula, Tutu, Sanu & Ashu.	[761, 202, 914, 220]
greeting-name: କରିଶ୍ମା ମହାପାତ୍ର	[595, 447, 716, 464]
parthasarathi-photo	[764, 956, 926, 1058]
to-let-image	[3, 1152, 179, 1282]
birthday-panel-title: ଜନ୍ମଦିନର ଶୁଭେଚ୍ଛା	[7, 44, 147, 64]
biswajit-father: Father: Manoj Kumar Nayak	[567, 686, 668, 695]
omprakash-name: ଓମ୍‌ପ୍ରକାଶ ଖୁଣ୍ଟିଆ	[595, 913, 717, 930]
rem1-code: ଡ-୯୫୬୩	[383, 1932, 412, 1941]
ann7-title: ଚତୁର୍ଥ ବିବାହ ବାର୍ଷିକୀ ଶୁଭେଚ୍ଛା	[755, 1256, 929, 1273]
scorpio-icon: ♏	[1138, 374, 1170, 406]
sagarika-photo	[847, 753, 926, 845]
ann4-title: ପ୍ରଥମ ବିବାହ ବାର୍ଷିକୀ ଶୁଭେଚ୍ଛା	[761, 731, 929, 750]
finance-ad-4: Basundhara Finance Certificates, କାର, ଘର, କୃଷି ଋଣ। Project loan। 8658547437, 8658546744, adityamishra778@gmail.com	[378, 187, 541, 241]
rates-line-1: ନିଜର ପ୍ରିୟଜନମାନଙ୍କୁ ଜନ୍ମଦିନ ଶୁଭେଚ୍ଛା ଜଣାନ୍ତୁ	[634, 1499, 860, 1511]
tolet-ad-3: 4 bedrooms house available for residential/office/guest house on rent at Jayadurga Nagar, Bhubaneswar. Contact No.: 9437070767.	[4, 1416, 178, 1492]
ann1-place: C.D.A., Cuttack	[816, 193, 874, 202]
ann7-wish: ଶୁଭେଚ୍ଛା ସହ: ବନ୍ଧୁବର୍ଗ	[755, 1402, 829, 1411]
birthday-panel	[3, 40, 369, 218]
ann4-code: ଡ-୯୫୬୩	[761, 873, 790, 882]
priya-photo	[755, 1276, 923, 1378]
sagittarius-icon: ♐	[1138, 408, 1170, 440]
greeting-rates-box	[560, 1492, 934, 1570]
rashi-text: ଧନୁ: ଶିକ୍ଷାରେ ସଫଳତା। ଧାର୍ମିକ କାର୍ଯ୍ୟରେ ରୁଚି ବଢ଼ିବ। ପରିବାରରେ ଖୁସି।	[1174, 409, 1471, 421]
remembrance-item-2	[564, 1673, 749, 2001]
news3-body-right: ଅଧ୍ୟାପକମାନେ ନିଜ ସମସ୍ୟା ନେଇ ସିଧାସଳଖ ସଚିବାଳୟ ଆସୁଥିବାରୁ କଲେଜରେ ପାଠପଢ଼ା ବାଧାପ୍ରାପ୍ତ ହେଉଛି ବୋଲି ବିଭାଗ ପକ୍ଷରୁ କୁହାଯାଇଛି।	[1222, 2011, 1487, 2051]
rem1-label: ପ୍ରଥମ ଶ୍ରାଦ୍ଧବାର୍ଷିକୀ	[423, 1680, 520, 1692]
anniversary-padmacharan	[757, 513, 933, 721]
news3-section	[940, 1960, 1497, 2312]
rates-line-2: କେବଳ ୫୭୦୦/- ରେ । ବିବାହ ଶୁଭେଚ୍ଛା ୫୭୦୦/- (ଫଟୋ ସହ)	[619, 1515, 875, 1527]
